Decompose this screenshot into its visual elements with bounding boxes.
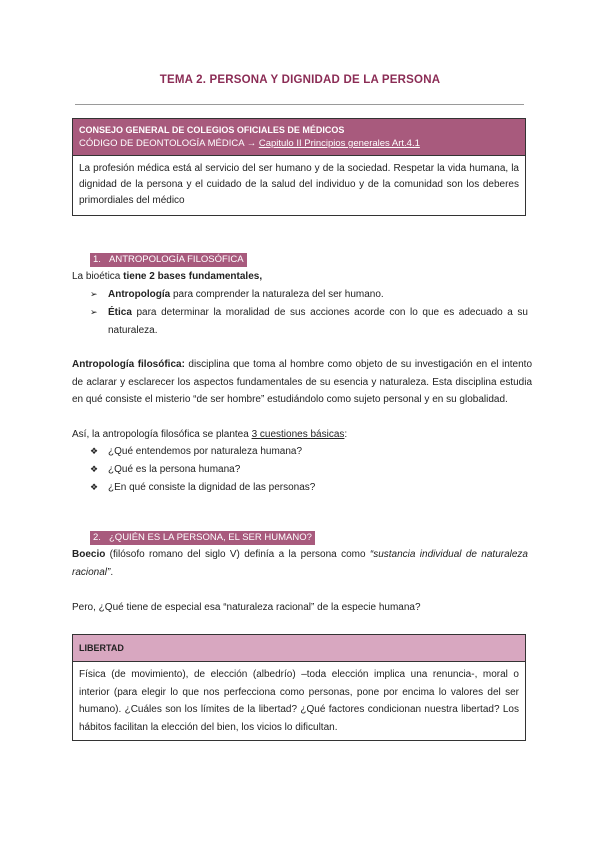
question-1: ¿Qué entendemos por naturaleza humana? — [108, 446, 303, 457]
questions-prefix: Así, la antropología filosófica se plantea — [72, 429, 252, 440]
boecio-end: . — [110, 566, 114, 578]
boecio-quote: “sustancia individual de naturaleza racional” — [72, 549, 528, 578]
antropologia-definition — [72, 356, 532, 409]
diamond-bullet-icon: ❖ — [90, 482, 99, 492]
section-1-intro — [72, 268, 532, 286]
boecio-name: Boecio — [72, 549, 106, 560]
boecio-paragraph — [72, 546, 528, 581]
consejo-box-header — [73, 119, 525, 156]
question-3: ¿En qué consiste la dignidad de las personas? — [108, 482, 316, 493]
section-1-number: 1. — [93, 254, 101, 265]
question-2: ¿Qué es la persona humana? — [108, 464, 241, 475]
libertad-box — [72, 634, 526, 741]
diamond-bullet-icon: ❖ — [90, 464, 99, 474]
naturaleza-question: Pero, ¿Qué tiene de especial esa “naturaleza racional” de la especie humana? — [72, 602, 421, 613]
bullet-1-text: para comprender la naturaleza del ser humano. — [170, 289, 384, 300]
title-divider — [75, 104, 524, 105]
definition-term: Antropología filosófica: — [72, 359, 185, 370]
section-2-number: 2. — [93, 532, 101, 543]
codigo-label: CÓDIGO DE DEONTOLOGÍA MÉDICA → — [79, 138, 259, 149]
bullet-1-bold: Antropología — [108, 289, 171, 300]
consejo-header-line1: CONSEJO GENERAL DE COLEGIOS OFICIALES DE MÉDICOS — [79, 125, 345, 135]
arrow-bullet-icon: ➢ — [90, 289, 98, 299]
intro-prefix: La bioética — [72, 271, 124, 282]
section-1-title: ANTROPOLOGÍA FILOSÓFICA — [109, 254, 244, 265]
definition-text: disciplina que toma al hombre como objeto de su investigación en el intento de aclarar y esclarecer los aspectos fundamentales de su esencia y naturaleza. Esta disciplina estudia en qué consiste el misterio “de ser hombre” estudiándolo como sujeto personal y en su globalidad. — [72, 359, 533, 405]
libertad-body: Física (de movimiento), de elección (albedrío) –toda elección implica una renuncia-, moral o interior (para elegir lo que nos perfecciona como personas, pone por encima lo valores del ser humano). ¿Cuáles son los límites de la libertad? ¿Qué factores condicionan nuestra libertad? Los hábitos facilitan la elección del bien, los vicios lo dificultan. — [79, 669, 519, 733]
bullet-2-text: para determinar la moralidad de sus acciones acorde con lo que es adecuado a su naturaleza. — [108, 307, 528, 336]
consejo-box-body: La profesión médica está al servicio del ser humano y de la sociedad. Respetar la vida humana, la dignidad de la persona y el cuidado de la salud del individuo y de la comunidad son los deberes primordiales del médico — [79, 163, 519, 206]
page-title: TEMA 2. PERSONA Y DIGNIDAD DE LA PERSONA — [159, 74, 441, 86]
questions-underlined: 3 cuestiones básicas — [251, 429, 345, 440]
boecio-text: (filósofo romano del siglo V) definía a la persona como — [105, 549, 370, 560]
questions-suffix: : — [344, 429, 348, 440]
section-2-heading — [90, 531, 315, 545]
bullet-2-bold: Ética — [108, 307, 132, 318]
libertad-header: LIBERTAD — [73, 635, 525, 662]
consejo-box — [72, 118, 526, 216]
consejo-header-line2 — [79, 137, 519, 151]
diamond-bullet-icon: ❖ — [90, 446, 99, 456]
intro-bold: tiene 2 bases fundamentales, — [123, 271, 263, 282]
section-1-heading — [90, 253, 247, 267]
section-2-title: ¿QUIÉN ES LA PERSONA, EL SER HUMANO? — [109, 532, 312, 543]
questions-intro — [72, 426, 532, 444]
arrow-bullet-icon: ➢ — [90, 307, 98, 317]
article-link[interactable]: Capitulo II Principios generales Art.4.1 — [258, 138, 420, 149]
